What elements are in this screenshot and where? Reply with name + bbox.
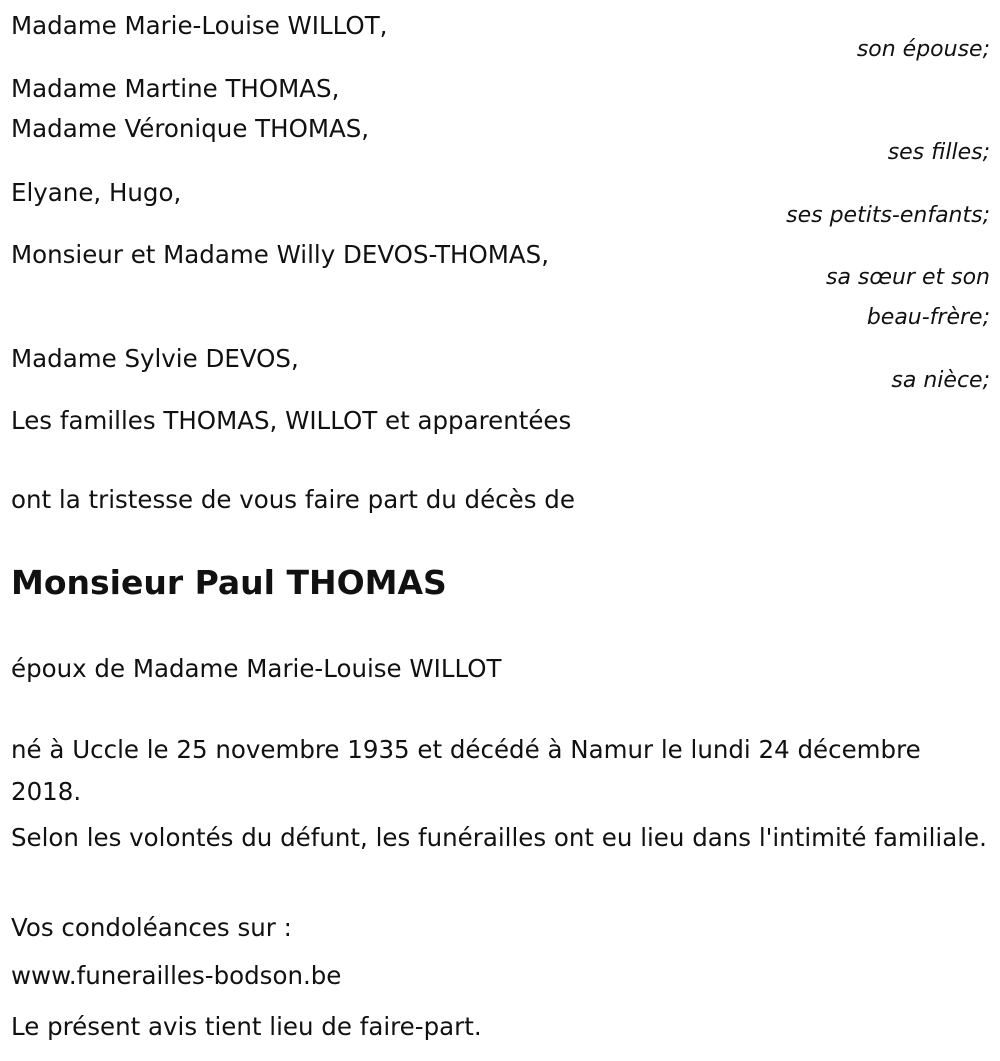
closing-text: Le présent avis tient lieu de faire-part. (11, 1012, 482, 1041)
funeral-note: Selon les volontés du défunt, les funérailles ont eu lieu dans l'intimité familiale. (11, 823, 987, 852)
wife-role: son épouse; (856, 37, 990, 62)
niece-role: sa nièce; (891, 368, 990, 393)
condolences-link[interactable]: www.funerailles-bodson.be (11, 961, 342, 990)
daughters-role: ses filles; (887, 140, 990, 165)
birth-death-text: né à Uccle le 25 novembre 1935 et décédé à Namur le lundi 24 décembre 2018. (11, 735, 921, 806)
niece-name: Madame Sylvie DEVOS, (11, 344, 299, 373)
sister-role-line-1: sa sœur et son (825, 265, 990, 290)
announcement-text: ont la tristesse de vous faire part du décès de (11, 485, 575, 514)
condolences-label: Vos condoléances sur : (11, 913, 292, 942)
daughter-name-2: Madame Véronique THOMAS, (11, 114, 370, 143)
sister-role-line-2: beau-frère; (866, 305, 990, 330)
sister-names: Monsieur et Madame Willy DEVOS-THOMAS, (11, 240, 550, 269)
grandchildren-role: ses petits-enfants; (786, 203, 990, 228)
spouse-line: époux de Madame Marie-Louise WILLOT (11, 654, 502, 683)
families-line: Les familles THOMAS, WILLOT et apparentées (11, 406, 572, 435)
wife-name: Madame Marie-Louise WILLOT, (11, 11, 388, 40)
grandchildren-names: Elyane, Hugo, (11, 178, 182, 207)
daughter-name-1: Madame Martine THOMAS, (11, 74, 340, 103)
deceased-name: Monsieur Paul THOMAS (11, 563, 447, 602)
